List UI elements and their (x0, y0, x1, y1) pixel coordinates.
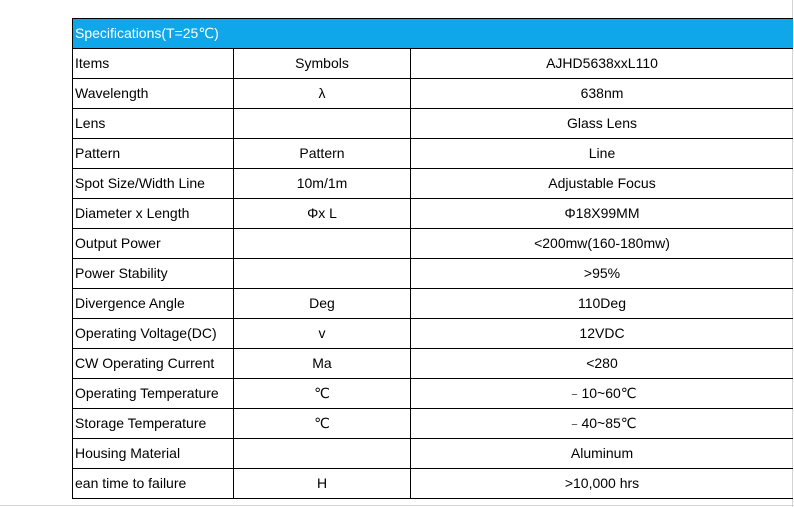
title-row (73, 19, 794, 49)
table-row (73, 79, 794, 109)
table-row (73, 49, 794, 79)
symbol-cell (234, 109, 411, 139)
value-cell: AJHD5638xxL110 (411, 49, 794, 79)
symbol-cell: Symbols (234, 49, 411, 79)
value-cell: Φ18X99MM (411, 199, 794, 229)
item-cell: Storage Temperature (73, 409, 234, 439)
symbol-cell: H (234, 469, 411, 499)
table-row (73, 319, 794, 349)
table-row (73, 379, 794, 409)
value-cell: ﹣10~60℃ (411, 379, 794, 409)
item-cell: Wavelength (73, 79, 234, 109)
table-row (73, 169, 794, 199)
item-cell: CW Operating Current (73, 349, 234, 379)
item-cell: Output Power (73, 229, 234, 259)
symbol-cell (234, 229, 411, 259)
symbol-cell: ℃ (234, 379, 411, 409)
symbol-cell: Deg (234, 289, 411, 319)
value-cell: >95% (411, 259, 794, 289)
table-row (73, 469, 794, 499)
table-row (73, 109, 794, 139)
value-cell: <200mw(160-180mw) (411, 229, 794, 259)
table-row (73, 349, 794, 379)
symbol-cell: Φx L (234, 199, 411, 229)
value-cell: >10,000 hrs (411, 469, 794, 499)
value-cell: ﹣40~85℃ (411, 409, 794, 439)
item-cell: Divergence Angle (73, 289, 234, 319)
symbol-cell: Ma (234, 349, 411, 379)
table-row (73, 409, 794, 439)
table-row (73, 199, 794, 229)
table-row (73, 289, 794, 319)
item-cell: Diameter x Length (73, 199, 234, 229)
value-cell: Adjustable Focus (411, 169, 794, 199)
value-cell: <280 (411, 349, 794, 379)
item-cell: Lens (73, 109, 234, 139)
spec-table (72, 18, 793, 499)
symbol-cell: ℃ (234, 409, 411, 439)
value-cell: 12VDC (411, 319, 794, 349)
value-cell: 110Deg (411, 289, 794, 319)
symbol-cell: λ (234, 79, 411, 109)
table-row (73, 139, 794, 169)
item-cell: ean time to failure (73, 469, 234, 499)
item-cell: Housing Material (73, 439, 234, 469)
symbol-cell: v (234, 319, 411, 349)
item-cell: Operating Voltage(DC) (73, 319, 234, 349)
item-cell: Pattern (73, 139, 234, 169)
item-cell: Items (73, 49, 234, 79)
item-cell: Power Stability (73, 259, 234, 289)
item-cell: Operating Temperature (73, 379, 234, 409)
spec-table-container (72, 18, 793, 507)
value-cell: Line (411, 139, 794, 169)
symbol-cell: Pattern (234, 139, 411, 169)
table-row (73, 229, 794, 259)
symbol-cell (234, 439, 411, 469)
item-cell: Spot Size/Width Line (73, 169, 234, 199)
symbol-cell (234, 259, 411, 289)
value-cell: Glass Lens (411, 109, 794, 139)
value-cell: Aluminum (411, 439, 794, 469)
symbol-cell: 10m/1m (234, 169, 411, 199)
value-cell: 638nm (411, 79, 794, 109)
table-row (73, 439, 794, 469)
table-row (73, 259, 794, 289)
table-title: Specifications(T=25℃) (73, 19, 794, 49)
